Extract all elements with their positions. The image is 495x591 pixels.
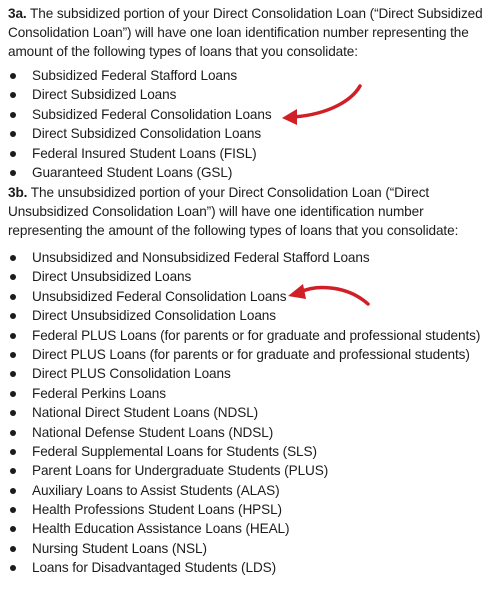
bullet-icon [10, 352, 16, 358]
bullet-icon [10, 333, 16, 339]
bullet-icon [10, 151, 16, 157]
bullet-icon [10, 112, 16, 118]
list-item-label: Direct Unsubsidized Loans [32, 269, 192, 285]
bullet-icon [10, 546, 16, 552]
bullet-icon [10, 468, 16, 474]
section-3b-number: 3b. [8, 185, 28, 200]
list-item [8, 267, 480, 286]
list-item-label: Federal PLUS Loans (for parents or for graduate and professional students) [32, 327, 481, 343]
list-item-label: Unsubsidized Federal Consolidation Loans [32, 288, 287, 304]
list-item [8, 85, 272, 104]
list-item-label: Direct PLUS Loans (for parents or for graduate and professional students) [32, 346, 470, 362]
list-item-label: Direct Subsidized Loans [32, 87, 177, 103]
list-item [8, 539, 480, 558]
list-item [8, 306, 480, 325]
bullet-icon [10, 526, 16, 532]
list-item [8, 345, 480, 364]
list-item-label: Unsubsidized and Nonsubsidized Federal Stafford Loans [32, 250, 370, 265]
bullet-icon [10, 488, 16, 494]
list-item-label: Federal Perkins Loans [32, 385, 166, 401]
bullet-icon [10, 371, 16, 377]
list-item [8, 442, 480, 461]
section-3b-paragraph [8, 183, 488, 240]
bullet-icon [10, 294, 16, 300]
list-item-label: Auxiliary Loans to Assist Students (ALAS) [32, 482, 280, 498]
bullet-icon [10, 73, 16, 79]
section-3a-number: 3a. [8, 6, 27, 21]
list-item [8, 519, 480, 538]
list-item [8, 423, 480, 442]
list-item-label: Loans for Disadvantaged Students (LDS) [32, 560, 277, 576]
section-3b-loan-list [8, 248, 480, 578]
list-item-label: Health Professions Student Loans (HPSL) [32, 502, 282, 518]
list-item [8, 124, 272, 143]
red-arrow-icon [278, 278, 378, 318]
bullet-icon [10, 449, 16, 455]
list-item [8, 500, 480, 519]
list-item [8, 481, 480, 500]
list-item-label: National Defense Student Loans (NDSL) [32, 424, 274, 440]
bullet-icon [10, 170, 16, 176]
list-item-label: Guaranteed Student Loans (GSL) [32, 164, 233, 180]
list-item-label: Federal Supplemental Loans for Students (SLS) [32, 443, 317, 459]
list-item [8, 105, 272, 124]
list-item [8, 403, 480, 422]
section-3a-text: The subsidized portion of your Direct Consolidation Loan (“Direct Subsidized Consolidation Loan”) will have one loan identification number representing the amount of the following types of loans that you consolidate: [8, 6, 483, 59]
bullet-icon [10, 430, 16, 436]
list-item [8, 287, 480, 306]
list-item-label: Subsidized Federal Stafford Loans [32, 68, 238, 83]
bullet-icon [10, 410, 16, 416]
list-item [8, 326, 480, 345]
bullet-icon [10, 131, 16, 137]
list-item-label: Health Education Assistance Loans (HEAL) [32, 521, 290, 537]
list-item [8, 163, 272, 182]
list-item [8, 66, 272, 85]
list-item-label: National Direct Student Loans (NDSL) [32, 405, 259, 421]
section-3a-loan-list [8, 66, 272, 182]
red-arrow-icon [272, 80, 372, 130]
list-item [8, 461, 480, 480]
list-item-label: Direct Subsidized Consolidation Loans [32, 126, 262, 142]
list-item-label: Parent Loans for Undergraduate Students (PLUS) [32, 463, 329, 479]
list-item [8, 364, 480, 383]
bullet-icon [10, 255, 16, 261]
list-item [8, 248, 480, 267]
list-item [8, 558, 480, 577]
list-item-label: Federal Insured Student Loans (FISL) [32, 145, 257, 161]
section-3b-text: The unsubsidized portion of your Direct Consolidation Loan (“Direct Unsubsidized Consolidation Loan”) will have one identification number representing the amount of the following types of loans that you consolidate: [8, 185, 459, 238]
bullet-icon [10, 92, 16, 98]
bullet-icon [10, 565, 16, 571]
section-3a-paragraph [8, 4, 488, 61]
list-item-label: Nursing Student Loans (NSL) [32, 540, 207, 556]
list-item-label: Direct PLUS Consolidation Loans [32, 366, 231, 382]
bullet-icon [10, 274, 16, 280]
list-item [8, 384, 480, 403]
list-item-label: Subsidized Federal Consolidation Loans [32, 106, 272, 122]
bullet-icon [10, 391, 16, 397]
list-item-label: Direct Unsubsidized Consolidation Loans [32, 308, 276, 324]
bullet-icon [10, 313, 16, 319]
bullet-icon [10, 507, 16, 513]
list-item [8, 144, 272, 163]
